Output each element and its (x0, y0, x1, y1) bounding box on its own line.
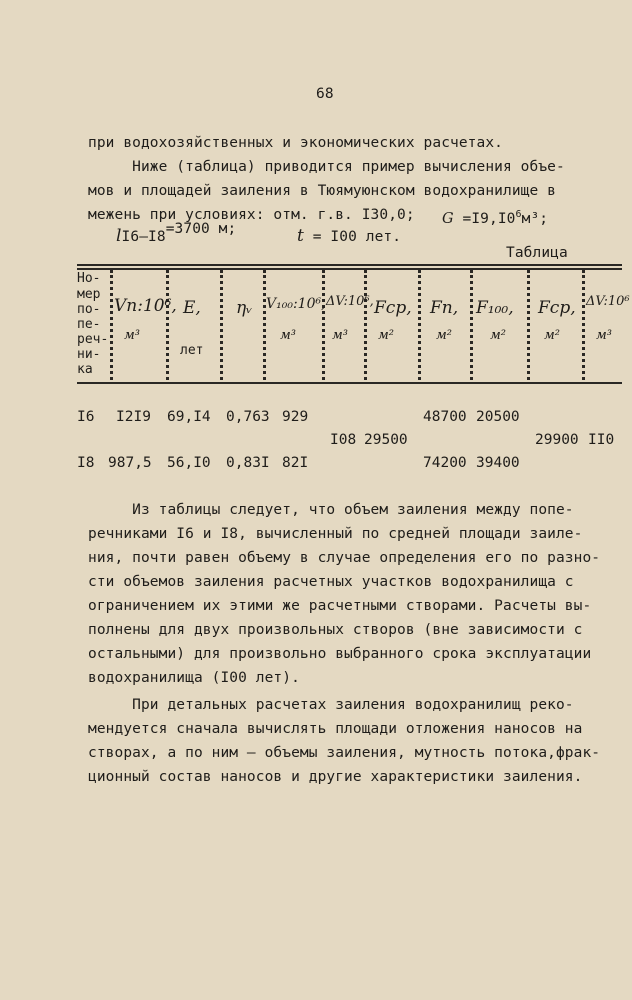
header-v100-unit: м³ (280, 328, 296, 343)
header-text: ни- (77, 347, 101, 362)
cell-e: 56,I0 (167, 455, 211, 471)
length-subscript: I6–I8 (121, 229, 166, 245)
cell-section: I6 (77, 409, 95, 425)
table-bottom-rule (77, 382, 622, 384)
cell-dv-2: II0 (588, 432, 615, 448)
intro-line: при водохозяйственных и экономических расчетах. (88, 135, 503, 151)
header-dv-2: ΔV:10⁶ (586, 294, 630, 309)
cell-v100: 82I (282, 455, 309, 471)
condition-length (116, 221, 237, 247)
header-vp-unit: м³ (124, 328, 140, 343)
paragraph-2-line: сти объемов заиления расчетных участков водохранилища с (88, 574, 574, 590)
paragraph-2-line: ограничением их этими же расчетными створами. Расчеты вы- (88, 598, 592, 614)
length-symbol: l (116, 226, 122, 246)
cell-section: I8 (77, 455, 95, 471)
discharge-exponent: 6 (515, 209, 522, 220)
paragraph-2-line: ния, почти равен объему в случае определения его по разно- (88, 550, 601, 566)
header-text: по- (77, 302, 101, 317)
page-number: 68 (316, 86, 334, 102)
paragraph-2-line: Из таблицы следует, что объем заиления между попе- (88, 502, 574, 518)
time-symbol: t (297, 226, 304, 246)
column-divider (322, 270, 325, 380)
header-dv-2-unit: м³ (596, 328, 612, 343)
condition-time (297, 226, 401, 247)
column-divider (110, 270, 113, 380)
paragraph-1-line: мов и площадей заиления в Тюямуюнском водохранилище в (88, 183, 556, 199)
length-value: =3700 м; (165, 221, 237, 237)
table-top-rule-2 (77, 268, 622, 270)
discharge-symbol: G (442, 210, 454, 227)
paragraph-2-line: полнены для двух произвольных створов (вне зависимости с (88, 622, 583, 638)
column-divider (166, 270, 169, 380)
column-divider (527, 270, 530, 380)
header-fsr: Fср, (374, 298, 412, 318)
cell-fp: 48700 (423, 409, 467, 425)
table-top-rule (77, 264, 622, 266)
header-fsr-2: Fср, (538, 298, 576, 318)
header-text: ка (77, 362, 93, 377)
paragraph-3-line: мендуется сначала вычислять площади отложения наносов на (88, 721, 583, 737)
header-dv-unit: м³ (332, 328, 348, 343)
header-eta: ηᵥ (236, 298, 253, 318)
cell-fsr: 29500 (364, 432, 408, 448)
cell-eta: 0,83I (226, 455, 270, 471)
time-value: = I00 лет. (303, 229, 402, 245)
cell-fp: 74200 (423, 455, 467, 471)
cell-eta: 0,763 (226, 409, 270, 425)
condition-discharge (442, 205, 548, 229)
column-divider (364, 270, 367, 380)
header-text: Но- (77, 271, 101, 286)
cell-f100: 39400 (476, 455, 520, 471)
paragraph-3-line: При детальных расчетах заиления водохранилищ реко- (88, 697, 574, 713)
cell-e: 69,I4 (167, 409, 211, 425)
header-f100-unit: м² (490, 328, 506, 343)
header-e-unit: лет (180, 343, 204, 358)
cell-vp: I2I9 (116, 409, 151, 425)
column-divider (418, 270, 421, 380)
cell-f100: 20500 (476, 409, 520, 425)
header-dv: ΔV:10⁶, (326, 294, 374, 309)
header-vp: Vп:10⁶, (114, 296, 177, 316)
header-text: пе- (77, 317, 101, 332)
discharge-value: =I9,I0 (453, 210, 516, 227)
paragraph-1-line: Ниже (таблица) приводится пример вычисления объе- (88, 159, 565, 175)
header-text: реч- (77, 332, 109, 347)
cell-v100: 929 (282, 409, 309, 425)
column-divider (263, 270, 266, 380)
header-fsr-unit: м² (378, 328, 394, 343)
cell-vp: 987,5 (108, 455, 152, 471)
header-fsr-2-unit: м² (544, 328, 560, 343)
header-e: E, (183, 298, 201, 318)
paragraph-2-line: речниками I6 и I8, вычисленный по средней площади заиле- (88, 526, 583, 542)
header-fp: Fп, (430, 298, 459, 318)
column-divider (470, 270, 473, 380)
cell-fsr-2: 29900 (535, 432, 579, 448)
cell-dv: I08 (330, 432, 357, 448)
header-f100: F₁₀₀, (476, 298, 514, 318)
paragraph-3-line: ционный состав наносов и другие характеристики заиления. (88, 769, 583, 785)
paragraph-3-line: створах, а по ним – объемы заиления, мутность потока,фрак- (88, 745, 601, 761)
column-divider (582, 270, 585, 380)
paragraph-2-line: водохранилища (I00 лет). (88, 670, 300, 686)
header-fp-unit: м² (436, 328, 452, 343)
paragraph-1-line: межень при условиях: отм. г.в. I30,0; (88, 207, 415, 223)
paragraph-2-line: остальными) для произвольно выбранного срока эксплуатации (88, 646, 592, 662)
discharge-unit: м³; (521, 210, 549, 227)
header-v100: V₁₀₀:10⁶, (266, 296, 326, 312)
header-text: мер (77, 287, 101, 302)
column-divider (220, 270, 223, 380)
table-caption: Таблица (506, 245, 568, 261)
